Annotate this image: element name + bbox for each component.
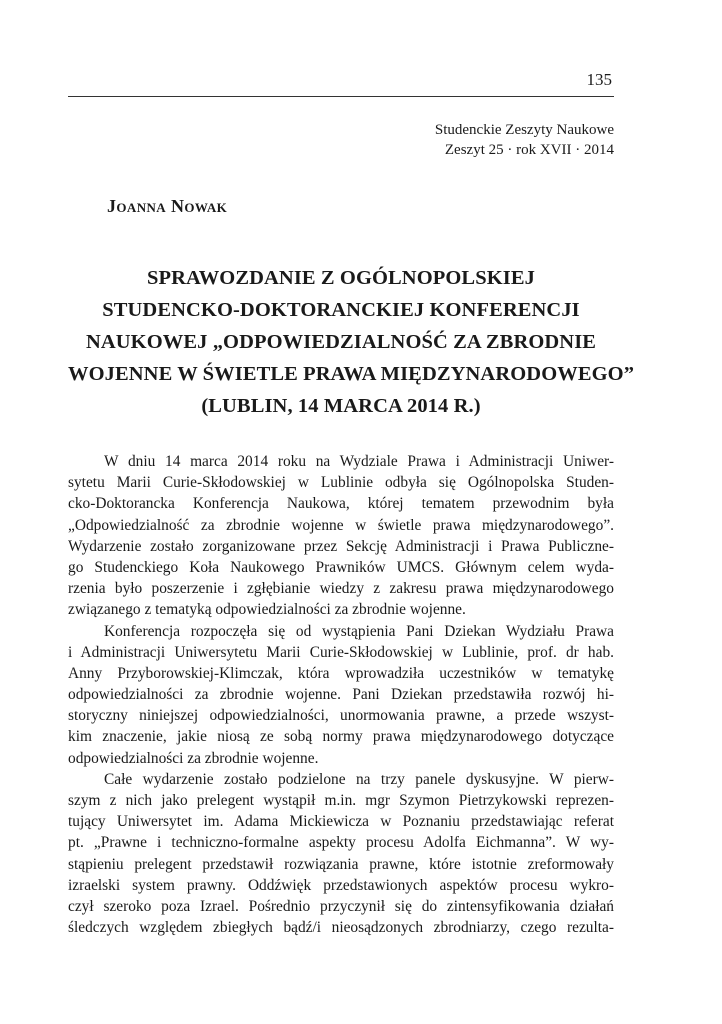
body-line: śledczych względem zbiegłych bądź/i nieosądzonych zbrodniarzy, czego rezulta- [68, 919, 614, 937]
header-rule [68, 96, 614, 97]
body-line: „Odpowiedzialność za zbrodnie wojenne w świetle prawa międzynarodowego”. [68, 516, 614, 534]
body-line: czył szeroko poza Izrael. Pośrednio przyczynił się do zintensyfikowania działań [68, 897, 614, 915]
body-line: sytetu Marii Curie-Skłodowskiej w Lublinie odbyła się Ogólnopolska Studen- [68, 474, 614, 492]
body-line: odpowiedzialności za zbrodnie wojenne. Pani Dziekan przedstawiła rozwój hi- [68, 686, 614, 704]
body-line: Wydarzenie zostało zorganizowane przez Sekcję Administracji i Prawa Publiczne- [68, 537, 614, 555]
body-line: i Administracji Uniwersytetu Marii Curie-Skłodowskiej w Lublinie, prof. dr hab. [68, 643, 614, 661]
journal-info [435, 120, 614, 160]
body-line: szym z nich jako prelegent wystąpił m.in. mgr Szymon Pietrzykowski reprezen- [68, 792, 614, 809]
page-number: 135 [586, 70, 612, 89]
author-name: Joanna Nowak [107, 196, 228, 216]
article-title [68, 262, 635, 422]
title-line: SPRAWOZDANIE Z OGÓLNOPOLSKIEJ [147, 267, 535, 289]
body-line: rzenia było poszerzenie i zgłębianie wiedzy z zakresu prawa międzynarodowego [68, 580, 614, 598]
body-line: Anny Przyborowskiej-Klimczak, która wprowadziła uczestników w tematykę [68, 664, 614, 682]
body-line: storyczny niniejszej odpowiedzialności, unormowania prawne, a przede wszyst- [68, 707, 614, 725]
body-line: tujący Uniwersytet im. Adama Mickiewicza w Poznaniu przedstawiając referat [68, 813, 614, 831]
body-line: Konferencja rozpoczęła się od wystąpienia Pani Dziekan Wydziału Prawa [104, 622, 614, 640]
journal-issue: Zeszyt 25 · rok XVII · 2014 [444, 142, 614, 158]
title-line: STUDENCKO-DOKTORANCKIEJ KONFERENCJI [102, 299, 580, 321]
body-line: Całe wydarzenie zostało podzielone na trzy panele dyskusyjne. W pierw- [104, 770, 614, 788]
body-line: W dniu 14 marca 2014 roku na Wydziale Prawa i Administracji Uniwer- [104, 453, 614, 470]
body-line: go Studenckiego Koła Naukowego Prawników UMCS. Głównym celem wyda- [68, 558, 614, 576]
body-line: odpowiedzialności za zbrodnie wojenne. [68, 749, 319, 767]
body-text [68, 451, 614, 938]
journal-name: Studenckie Zeszyty Naukowe [434, 122, 614, 138]
body-line: stąpieniu prelegent przedstawił rozwiązania prawne, które istotnie zreformowały [68, 855, 614, 873]
body-line: kim znaczenie, jakie niosą ze sobą normy prawa międzynarodowego dotyczące [68, 728, 614, 746]
body-line: pt. „Prawne i techniczno-formalne aspekty procesu Adolfa Eichmanna”. W wy- [68, 834, 614, 852]
body-line: cko-Doktorancka Konferencja Naukowa, której tematem przewodnim była [68, 495, 614, 513]
body-line: związanego z tematyką odpowiedzialności za zbrodnie wojenne. [68, 601, 466, 619]
body-line: izraelski system prawny. Oddźwięk przedstawionych aspektów procesu wykro- [68, 876, 614, 894]
title-line: WOJENNE W ŚWIETLE PRAWA MIĘDZYNARODOWEGO” [68, 363, 635, 385]
title-line: (LUBLIN, 14 MARCA 2014 R.) [201, 395, 481, 417]
title-line: NAUKOWEJ „ODPOWIEDZIALNOŚĆ ZA ZBRODNIE [85, 331, 597, 353]
